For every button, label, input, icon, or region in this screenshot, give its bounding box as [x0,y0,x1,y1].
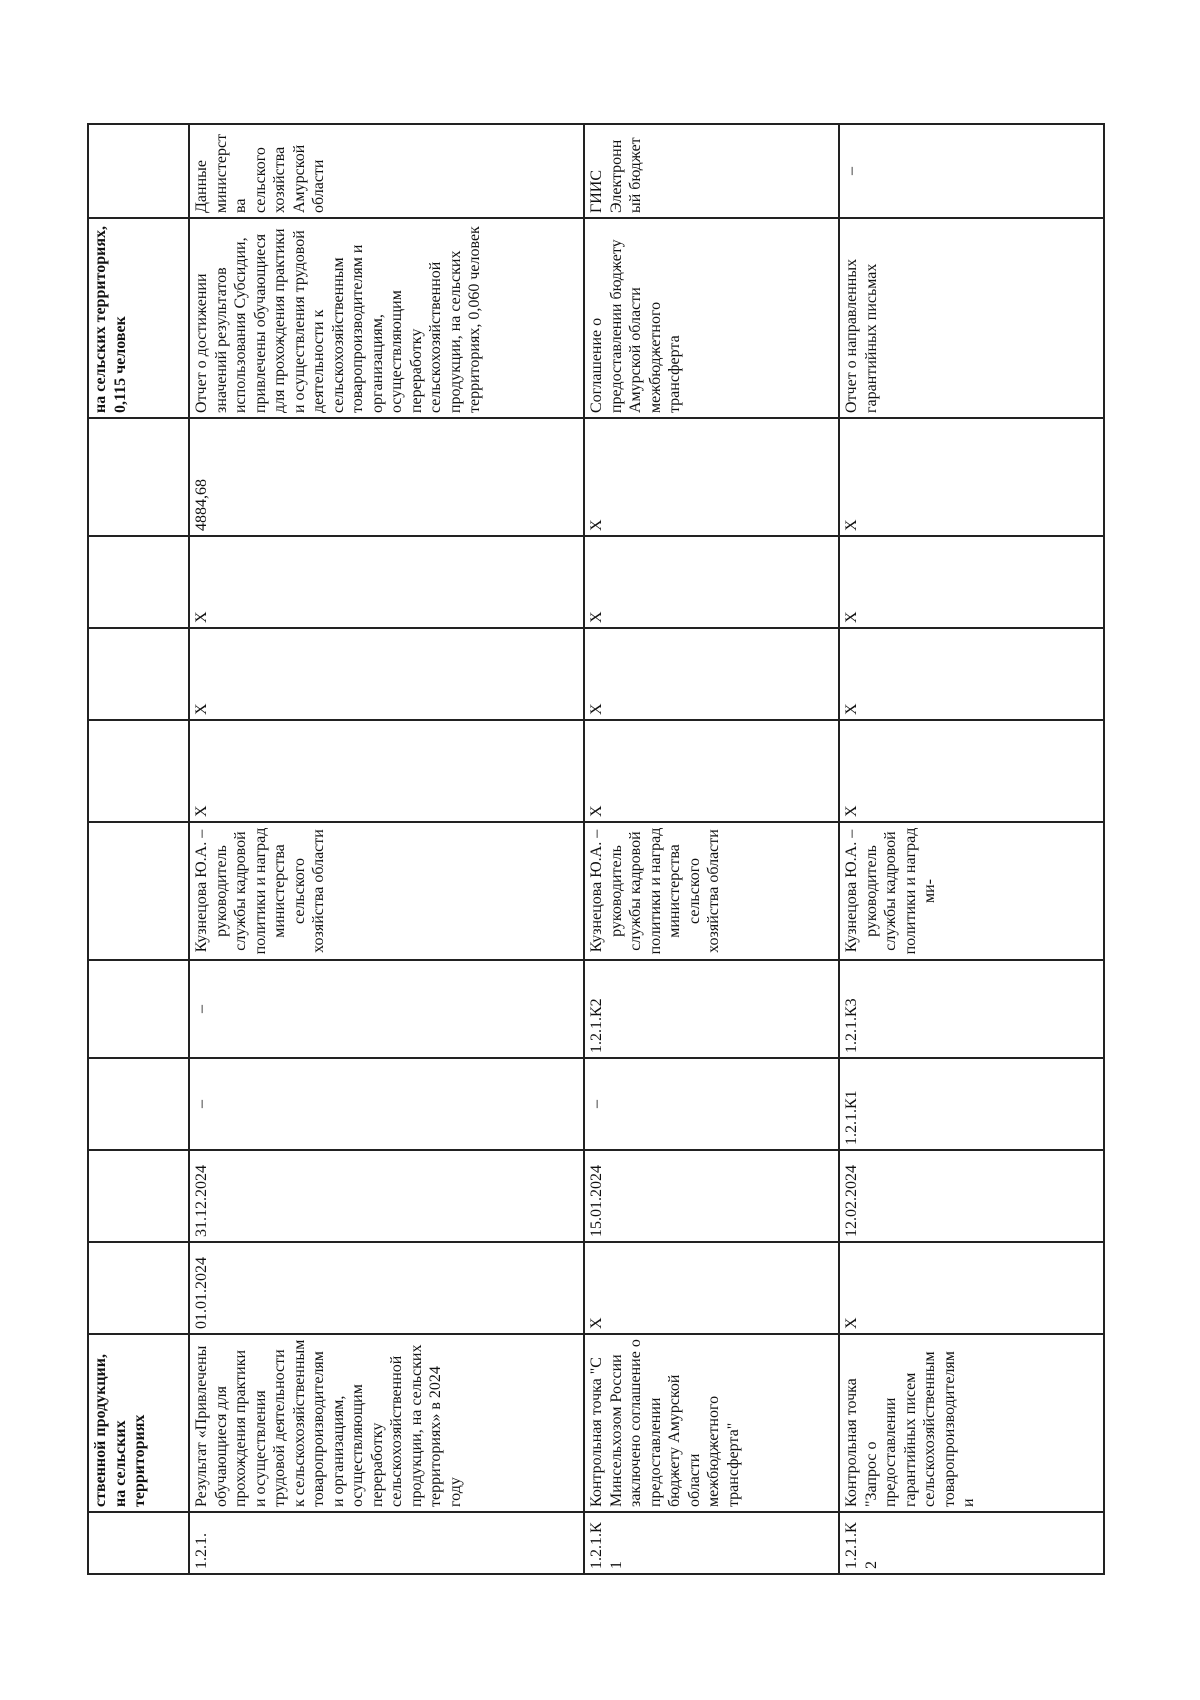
cell-name: Результат «Привлечены обучающиеся для прохождения практики и осуществления трудовой деятельности к сельскохозяйственным товаропроизводителям и организациям, осуществляющим переработку сельскохозяйственной продукции, на сельских территориях» в 2024 году [189,1334,584,1512]
cell-prev: – [189,1058,584,1150]
cell-info: Данные министерства сельского хозяйства Амурской области [189,124,584,218]
cell-end: 15.01.2024 [584,1150,839,1242]
cell-num: 1.2.1. [189,1512,584,1574]
cell-doc: на сельских территориях, 0,115 человек [88,218,189,418]
cell-c3 [88,536,189,628]
cell-num: 1.2.1.К2 [839,1512,1104,1574]
cell-name: Контрольная точка "Запрос о предоставлении гарантийных писем сельскохозяйственным товаропроизводителям и [839,1334,1104,1512]
table-row [88,124,189,1574]
cell-next [88,960,189,1058]
cell-info: ГИИС Электронный бюджет [584,124,839,218]
cell-responsible: Кузнецова Ю.А. – руководитель службы кадровой политики и наград министерства сельского хозяйства области [584,822,839,960]
cell-c2 [88,628,189,720]
cell-c1: X [584,720,839,822]
cell-end [88,1150,189,1242]
cell-responsible: Кузнецова Ю.А. – руководитель службы кадровой политики и наград министерства сельского хозяйства области [189,822,584,960]
cell-prev [88,1058,189,1150]
cell-end: 12.02.2024 [839,1150,1104,1242]
cell-c1 [88,720,189,822]
rotated-table-container [87,125,1097,1575]
cell-doc: Соглашение о предоставлении бюджету Амурской области межбюджетного трансферта [584,218,839,418]
cell-c3: X [839,536,1104,628]
cell-responsible: Кузнецова Ю.А. – руководитель службы кадровой политики и наград ми- [839,822,1104,960]
cell-c4: X [839,418,1104,536]
cell-start [88,1242,189,1334]
cell-name: Контрольная точка "С Минсельхозом России заключено соглашение о предоставлении бюджету Амурской области межбюджетного трансферта" [584,1334,839,1512]
cell-c4: 4884,68 [189,418,584,536]
cell-c4 [88,418,189,536]
cell-start: 01.01.2024 [189,1242,584,1334]
cell-next: 1.2.1.К2 [584,960,839,1058]
cell-responsible [88,822,189,960]
cell-num [88,1512,189,1574]
cell-doc: Отчет о достижении значений результатов использования Субсидии, привлечены обучающиеся для прохождения практики и осуществления трудовой деятельности к сельскохозяйственным товаропроизводителям и организациям, осуществляющим переработку сельскохозяйственной продукции, на сельских территориях, 0,060 человек [189,218,584,418]
cell-c2: X [839,628,1104,720]
cell-c3: X [584,536,839,628]
cell-c2: X [584,628,839,720]
cell-start: X [584,1242,839,1334]
cell-start: X [839,1242,1104,1334]
cell-c3: X [189,536,584,628]
cell-doc: Отчет о направленных гарантийных письмах [839,218,1104,418]
cell-c1: X [189,720,584,822]
plan-table [87,123,1105,1575]
table-row [189,124,584,1574]
table-row [839,124,1104,1574]
cell-c1: X [839,720,1104,822]
cell-prev: 1.2.1.К1 [839,1058,1104,1150]
cell-next: – [189,960,584,1058]
cell-info: – [839,124,1104,218]
cell-end: 31.12.2024 [189,1150,584,1242]
cell-num: 1.2.1.К1 [584,1512,839,1574]
table-row [584,124,839,1574]
cell-info [88,124,189,218]
cell-name: ственной продукции, на сельских территориях [88,1334,189,1512]
cell-prev: – [584,1058,839,1150]
cell-next: 1.2.1.К3 [839,960,1104,1058]
cell-c4: X [584,418,839,536]
cell-c2: X [189,628,584,720]
